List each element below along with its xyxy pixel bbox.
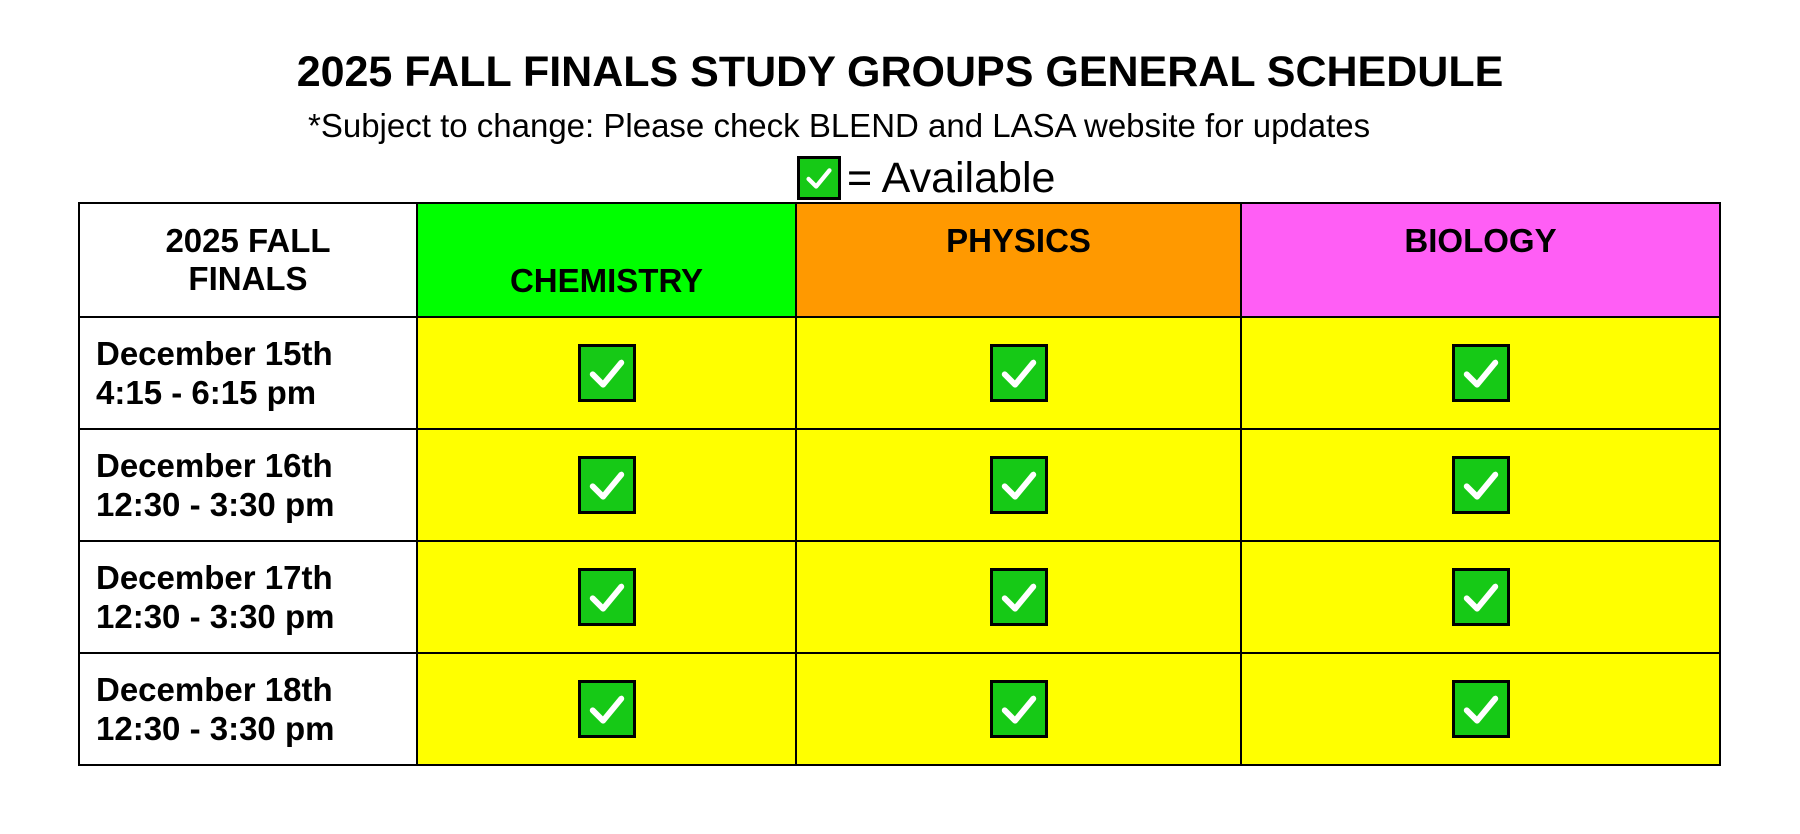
- column-header-physics: [796, 203, 1241, 317]
- availability-cell: [417, 317, 796, 429]
- checkbox-checked-icon: [578, 568, 636, 626]
- column-header-label: PHYSICS: [946, 222, 1091, 259]
- availability-cell: [417, 541, 796, 653]
- row-date: December 15th: [96, 335, 333, 372]
- checkbox-checked-icon: [578, 680, 636, 738]
- legend-label: = Available: [847, 154, 1056, 202]
- column-header-biology: [1241, 203, 1720, 317]
- checkbox-checked-icon: [1452, 456, 1510, 514]
- checkbox-checked-icon: [1452, 680, 1510, 738]
- checkbox-checked-icon: [990, 456, 1048, 514]
- checkbox-checked-icon: [990, 568, 1048, 626]
- table-row: [79, 653, 1720, 765]
- checkbox-checked-icon: [578, 344, 636, 402]
- row-time: 4:15 - 6:15 pm: [96, 374, 317, 411]
- legend: [797, 153, 1055, 203]
- subtitle-note: *Subject to change: Please check BLEND and LASA website for updates: [308, 107, 1371, 144]
- column-header-label: BIOLOGY: [1404, 222, 1557, 259]
- table-row: [79, 317, 1720, 429]
- availability-cell: [796, 541, 1241, 653]
- corner-header-line2: FINALS: [188, 260, 308, 297]
- date-cell: [79, 429, 417, 541]
- checkbox-checked-icon: [990, 680, 1048, 738]
- row-date: December 17th: [96, 559, 333, 596]
- page-title: 2025 FALL FINALS STUDY GROUPS GENERAL SCHEDULE: [296, 48, 1504, 96]
- availability-cell: [1241, 653, 1720, 765]
- availability-cell: [1241, 317, 1720, 429]
- availability-cell: [417, 429, 796, 541]
- availability-cell: [796, 429, 1241, 541]
- row-time: 12:30 - 3:30 pm: [96, 486, 335, 523]
- availability-cell: [417, 653, 796, 765]
- checkbox-checked-icon: [990, 344, 1048, 402]
- header-row: [79, 203, 1720, 317]
- row-time: 12:30 - 3:30 pm: [96, 598, 335, 635]
- column-header-label: CHEMISTRY: [509, 262, 704, 299]
- schedule-table: [78, 202, 1721, 766]
- date-cell: [79, 541, 417, 653]
- date-cell: [79, 653, 417, 765]
- checkbox-checked-icon: [1452, 344, 1510, 402]
- availability-cell: [1241, 541, 1720, 653]
- availability-cell: [1241, 429, 1720, 541]
- availability-cell: [796, 653, 1241, 765]
- checkbox-checked-icon: [1452, 568, 1510, 626]
- row-date: December 18th: [96, 671, 333, 708]
- table-row: [79, 541, 1720, 653]
- row-date: December 16th: [96, 447, 333, 484]
- availability-cell: [796, 317, 1241, 429]
- date-cell: [79, 317, 417, 429]
- row-time: 12:30 - 3:30 pm: [96, 710, 335, 747]
- corner-header-line1: 2025 FALL: [165, 222, 331, 259]
- corner-header: [79, 203, 417, 317]
- column-header-chemistry: [417, 203, 796, 317]
- table-row: [79, 429, 1720, 541]
- checkbox-checked-icon: [578, 456, 636, 514]
- checkbox-checked-icon: [797, 156, 841, 200]
